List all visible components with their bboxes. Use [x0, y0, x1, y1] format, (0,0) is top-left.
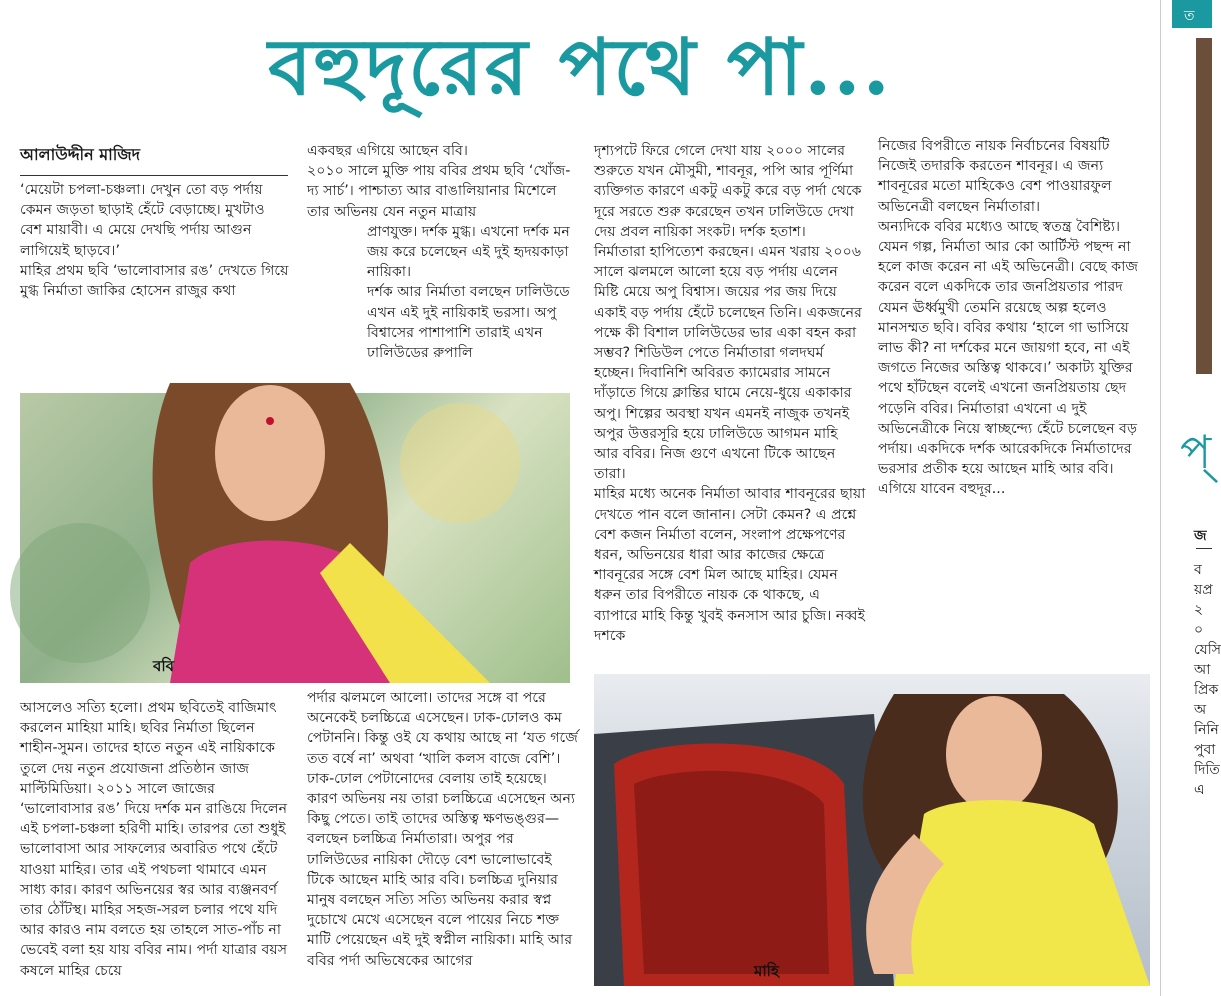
- article-column-3-top: [594, 141, 866, 651]
- article-paragraph: ২০১০ সালে মুক্তি পায় ববির প্রথম ছবি ‘খোঁজ- দ্য সার্চ’। পাশ্চাত্য আর বাঙালিয়ানার মিশেলে তার অভিনয় যেন নতুন মাত্রায়: [307, 163, 571, 220]
- article-paragraph: ‘মেয়েটা চপলা-চঞ্চলা। দেখুন তো বড় পর্দায় কেমন জড়তা ছাড়াই হেঁটে বেড়াচ্ছে। মুখটাও বেশ মায়াবী। এ মেয়ে দেখছি পর্দায় আগুন লাগিয়েই ছাড়বে।’: [20, 182, 265, 259]
- article-paragraph: অন্যদিকে ববির মধ্যেও আছে স্বতন্ত্র বৈশিষ্ট্য। যেমন গল্প, নির্মাতা আর কো আর্টিস্ট পছন্দ না হলে কাজ করেন না এই অভিনেত্রী। বেছে কাজ করেন বলে একদিকে তার জনপ্রিয়তার পারদ যেমন ঊর্ধ্বমুখী তেমনি রয়েছে অল্প হলেও মানসম্মত ছবি। ববির কথায় ‘হালে গা ভাসিয়ে লাভ কী? না দর্শকের মনে জায়গা হবে, না এই জগতে নিজের অস্তিত্ব থাকবে।’ অকাট্য যুক্তির পথে হাঁটছেন বলেই এখনো জনপ্রিয়তায় ছেদ পড়েনি ববির। নির্মাতারা এখনো এ দুই অভিনেত্রীকে নিয়ে স্বাচ্ছন্দ্যে হেঁটে চলেছেন বড় পর্দায়। একদিকে দর্শক আরেকদিকে নির্মাতাদের ভরসার প্রতীক হয়ে আছেন মাহি আর ববি। এগিয়ে যাবেন বহুদূর...: [878, 218, 1139, 498]
- adjacent-byline-rule: [1196, 548, 1212, 549]
- adjacent-article-strip: [1172, 0, 1221, 996]
- article-column-4-top: [878, 136, 1146, 532]
- photo-bobby-illustration: [20, 393, 570, 683]
- column-divider: [1160, 0, 1161, 996]
- article-column-1-top: [20, 180, 290, 356]
- article-paragraph: দর্শক আর নির্মাতা বলছেন ঢালিউডে এখন এই দুই নায়িকাই ভরসা। অপু বিশ্বাসের পাশাপাশি তারাই এখন ঢালিউডের রুপালি: [367, 284, 570, 362]
- photo-caption-bobby: ববি: [153, 657, 174, 675]
- article-column-2-bottom: [307, 688, 579, 992]
- article-paragraph: নির্মাতারা হাপিত্যেশ করছেন। এমন খরায় ২০০৬ সালে ঝলমলে আলো হয়ে বড় পর্দায় এলেন মিষ্টি মেয়ে অপু বিশ্বাস। জয়ের পর জয় দিয়ে একাই বড় পর্দায় হেঁটে চলেছেন তিনি। একজনের পক্ষে কী বিশাল ঢালিউডের ভার একা বহন করা সম্ভব? শিডিউল পেতে নির্মাতারা গলদঘর্ম হচ্ছেন। দিবানিশি অবিরত ক্যামেরার সামনে দাঁড়াতে গিয়ে ক্লান্তির ঘামে নেয়ে-ধুয়ে একাকার অপু। শিল্পের অবস্থা যখন এমনই নাজুক তখনই অপুর উত্তরসূরি হয়ে ঢালিউডে আগমন মাহি আর ববির। নিজ গুণে এখনো টিকে আছেন তারা।: [594, 244, 862, 483]
- article-paragraph: নিজের বিপরীতে নায়ক নির্বাচনের বিষয়টি নিজেই তদারকি করতেন শাবনূর। এ জন্য শাবনূরের মতো মাহিকেও বেশ পাওয়ারফুল অভিনেত্রী বলছেন নির্মাতারা।: [878, 138, 1112, 215]
- article-paragraph: দৃশ্যপটে ফিরে গেলে দেখা যায় ২০০০ সালের শুরুতে যখন মৌসুমী, শাবনূর, পপি আর পূর্ণিমা ব্যক্তিগত কারণে একটু একটু করে বড় পর্দা থেকে দূরে সরতে শুরু করেছেন তখন ঢালিউডে দেখা দেয় প্রবল নায়িকা সংকট। দর্শক হতাশ।: [594, 143, 862, 240]
- article-paragraph: প্রাণযুক্ত। দর্শক মুগ্ধ। এখনো দর্শক মন জয় করে চলেছেন এই দুই হৃদয়কাড়া নায়িকা।: [367, 223, 570, 281]
- article-paragraph: পর্দার ঝলমলে আলো। তাদের সঙ্গে বা পরে অনেকেই চলচ্চিত্রে এসেছেন। ঢাক-ঢোলও কম পেটাননি। কিন্তু ওই যে কথায় আছে না ‘যত গর্জে তত বর্ষে না’ অথবা ‘খালি কলস বাজে বেশি’। ঢাক-ঢোল পেটানোদের বেলায় তাই হয়েছে। কারণ অভিনয় নয় তারা চলচ্চিত্রে এসেছেন অন্য কিছু পেতে। তাই তাদের অস্তিত্ব ক্ষণভঙ্গুর— বলছেন চলচ্চিত্র নির্মাতারা। অপুর পর ঢালিউডের নায়িকা দৌড়ে বেশ ভালোভাবেই টিকে আছেন মাহি আর ববি। চলচ্চিত্র দুনিয়ার মানুষ বলছেন সত্যি সত্যি অভিনয় করার স্বপ্ন দুচোখে মেখে এসেছেন বলে পায়ের নিচে শক্ত মাটি পেয়েছেন এই দুই স্বপ্নীল নায়িকা। মাহি আর ববির পর্দা অভিষেকের আগের: [307, 690, 578, 969]
- adjacent-header-bar: [1172, 0, 1212, 28]
- article-paragraph: আসলেও সত্যি হলো। প্রথম ছবিতেই বাজিমাৎ করলেন মাহিয়া মাহি। ছবির নির্মাতা ছিলেন শাহীন-সুমন। তাদের হাতে নতুন এই নায়িকাকে তুলে দেয় নতুন প্রযোজনা প্রতিষ্ঠান জাজ মাল্টিমিডিয়া। ২০১১ সালে জাজের ‘ভালোবাসার রঙ’ দিয়ে দর্শক মন রাঙিয়ে দিলেন এই চপলা-চঞ্চলা হরিণী মাহি। তারপর তো শুধুই ভালোবাসা আর সাফল্যের অবারিত পথে হেঁটে যাওয়া মাহির। তার এই পথচলা থামাবে এমন সাধ্য কার। কারণ অভিনয়ের স্বর আর ব্যঞ্জনবর্ণ তার ঠোঁটস্থ। মাহির সহজ-সরল চলার পথে যদি আর কারও নাম বলতে হয় তাহলে সাত-পাঁচ না ভেবেই বলা হয় যায় ববির নাম। পর্দা যাত্রার বয়স কষলে মাহির চেয়ে: [20, 700, 288, 979]
- adjacent-byline: জ: [1194, 528, 1207, 544]
- photo-caption-mahi: মাহি: [754, 962, 779, 980]
- article-column-2-top: [307, 141, 577, 381]
- adjacent-headline: প্: [1180, 425, 1212, 479]
- article-paragraph: মাহির প্রথম ছবি ‘ভালোবাসার রঙ’ দেখতে গিয়ে মুগ্ধ নির্মাতা জাকির হোসেন রাজুর কথা: [20, 262, 289, 300]
- adjacent-body-text: বয়প্র২০যেসিআপ্রিকঅনিনিপুবাদিতিএ: [1194, 562, 1221, 798]
- photo-mahi: [594, 674, 1150, 986]
- article-paragraph: মাহির মধ্যে অনেক নির্মাতা আবার শাবনূরের ছায়া দেখতে পান বলে জানান। সেটা কেমন? এ প্রশ্নে বেশ কজন নির্মাতা বলেন, সংলাপ প্রক্ষেপণের ধরন, অভিনয়ের ধারা আর কাজের ক্ষেত্রে শাবনূরের সঙ্গে বেশ মিল আছে মাহির। যেমন ধরুন তার বিপরীতে নায়ক কে থাকছে, এ ব্যাপারে মাহি কিন্তু খুবই কনসাস আর চুজি। নব্বই দশকে: [594, 486, 866, 644]
- article-column-1-bottom: [20, 698, 292, 992]
- photo-mahi-illustration: [594, 674, 1150, 986]
- adjacent-header-text: ত: [1184, 8, 1195, 24]
- headline: বহুদূরের পথে পা...: [268, 22, 892, 113]
- article-paragraph: একবছর এগিয়ে আছেন ববি।: [307, 143, 468, 159]
- byline: আলাউদ্দীন মাজিদ: [20, 142, 288, 176]
- photo-bobby: [20, 393, 570, 683]
- adjacent-photo: [1196, 38, 1212, 374]
